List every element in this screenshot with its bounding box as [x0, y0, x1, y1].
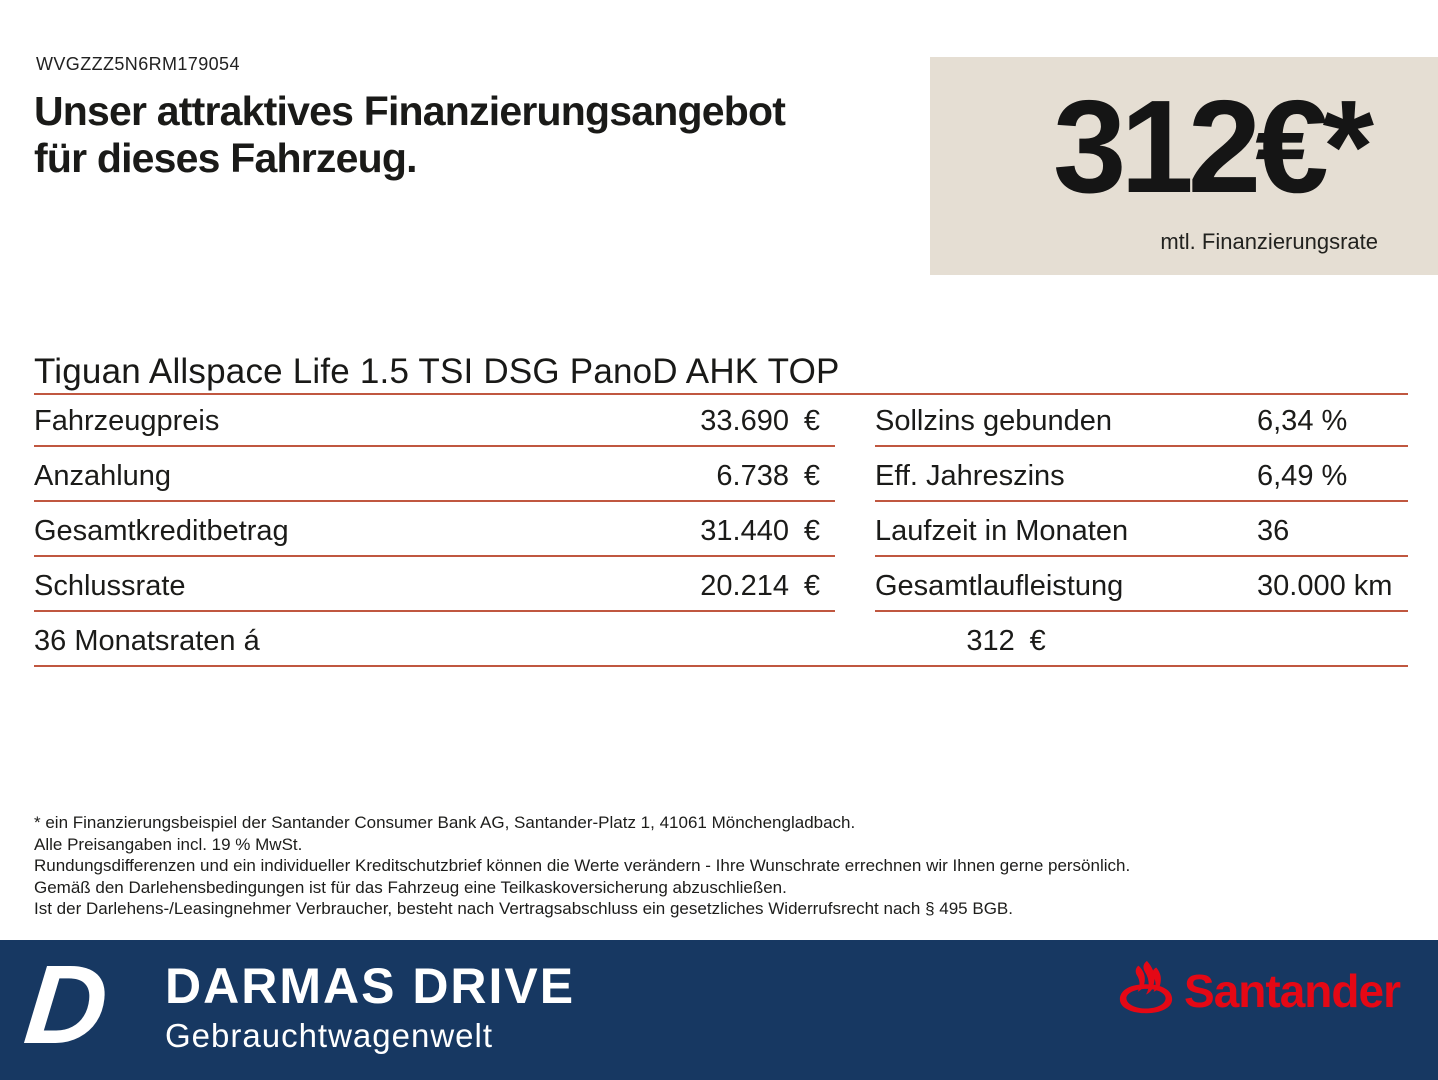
darmas-d-logo-icon: D	[19, 942, 114, 1067]
disclaimer-block	[34, 812, 1214, 920]
headline-line2: für dieses Fahrzeug.	[34, 135, 417, 181]
row-value: 6,34 %	[1257, 405, 1348, 437]
vin-number: WVGZZZ5N6RM179054	[36, 54, 240, 74]
vehicle-title: Tiguan Allspace Life 1.5 TSI DSG PanoD AHK TOP	[34, 352, 840, 391]
row-value: 20.214	[700, 570, 789, 602]
euro-sign: €	[803, 515, 821, 547]
row-label: Sollzins gebunden	[875, 405, 1113, 437]
row-value: 312	[966, 625, 1015, 657]
row-label: Anzahlung	[34, 460, 172, 492]
santander-logo	[1116, 960, 1400, 1021]
table-row	[875, 563, 1408, 612]
disclaimer-line: * ein Finanzierungsbeispiel der Santander Consumer Bank AG, Santander-Platz 1, 41061 Mönchengladbach.	[34, 813, 856, 832]
table-row	[875, 398, 1408, 447]
disclaimer-line: Alle Preisangaben incl. 19 % MwSt.	[34, 834, 303, 854]
table-row	[34, 508, 835, 557]
row-label: Gesamtkreditbetrag	[34, 515, 289, 547]
row-label: Fahrzeugpreis	[34, 405, 220, 437]
row-value: 33.690	[700, 405, 789, 437]
row-value: 36	[1257, 515, 1290, 547]
euro-sign: €	[803, 460, 821, 492]
row-value: 30.000 km	[1257, 570, 1393, 602]
row-label: Gesamtlaufleistung	[875, 570, 1124, 602]
dealer-name: DARMAS DRIVE	[165, 958, 576, 1014]
disclaimer-line: Gemäß den Darlehensbedingungen ist für das Fahrzeug eine Teilkaskoversicherung abzuschließen.	[34, 877, 787, 897]
euro-sign: €	[803, 405, 821, 437]
monthly-rate-amount: 312€*	[1052, 73, 1368, 220]
monthly-rate-caption: mtl. Finanzierungsrate	[1160, 229, 1378, 254]
table-row	[34, 398, 835, 447]
table-row	[34, 563, 835, 612]
table-row	[34, 618, 1408, 667]
monthly-rate-box	[930, 57, 1438, 275]
santander-flame-icon	[1116, 960, 1176, 1021]
table-row	[875, 453, 1408, 502]
row-label: Eff. Jahreszins	[875, 460, 1065, 492]
page-title	[34, 88, 785, 182]
euro-sign: €	[803, 570, 821, 602]
row-value: 6,49 %	[1257, 460, 1348, 492]
row-label: 36 Monatsraten á	[34, 625, 260, 657]
disclaimer-line: Rundungsdifferenzen und ein individueller Kreditschutzbrief können die Werte verändern - Ihre Wunschrate errechnen wir Ihnen gerne persönlich.	[34, 856, 1131, 876]
row-value: 6.738	[716, 460, 789, 492]
footer-bar	[0, 940, 1438, 1080]
euro-sign: €	[1029, 625, 1046, 657]
row-value: 31.440	[700, 515, 789, 547]
table-row	[34, 453, 835, 502]
santander-wordmark: Santander	[1184, 964, 1400, 1017]
headline-line1: Unser attraktives Finanzierungsangebot	[34, 88, 786, 134]
row-label: Schlussrate	[34, 570, 186, 602]
dealer-subtitle: Gebrauchtwagenwelt	[165, 1017, 494, 1054]
table-row	[875, 508, 1408, 557]
disclaimer-line: Ist der Darlehens-/Leasingnehmer Verbraucher, besteht nach Vertragsabschluss ein gesetzliches Widerrufsrecht nach § 495 BGB.	[34, 899, 1013, 919]
row-label: Laufzeit in Monaten	[875, 515, 1129, 547]
title-divider	[34, 393, 1408, 395]
